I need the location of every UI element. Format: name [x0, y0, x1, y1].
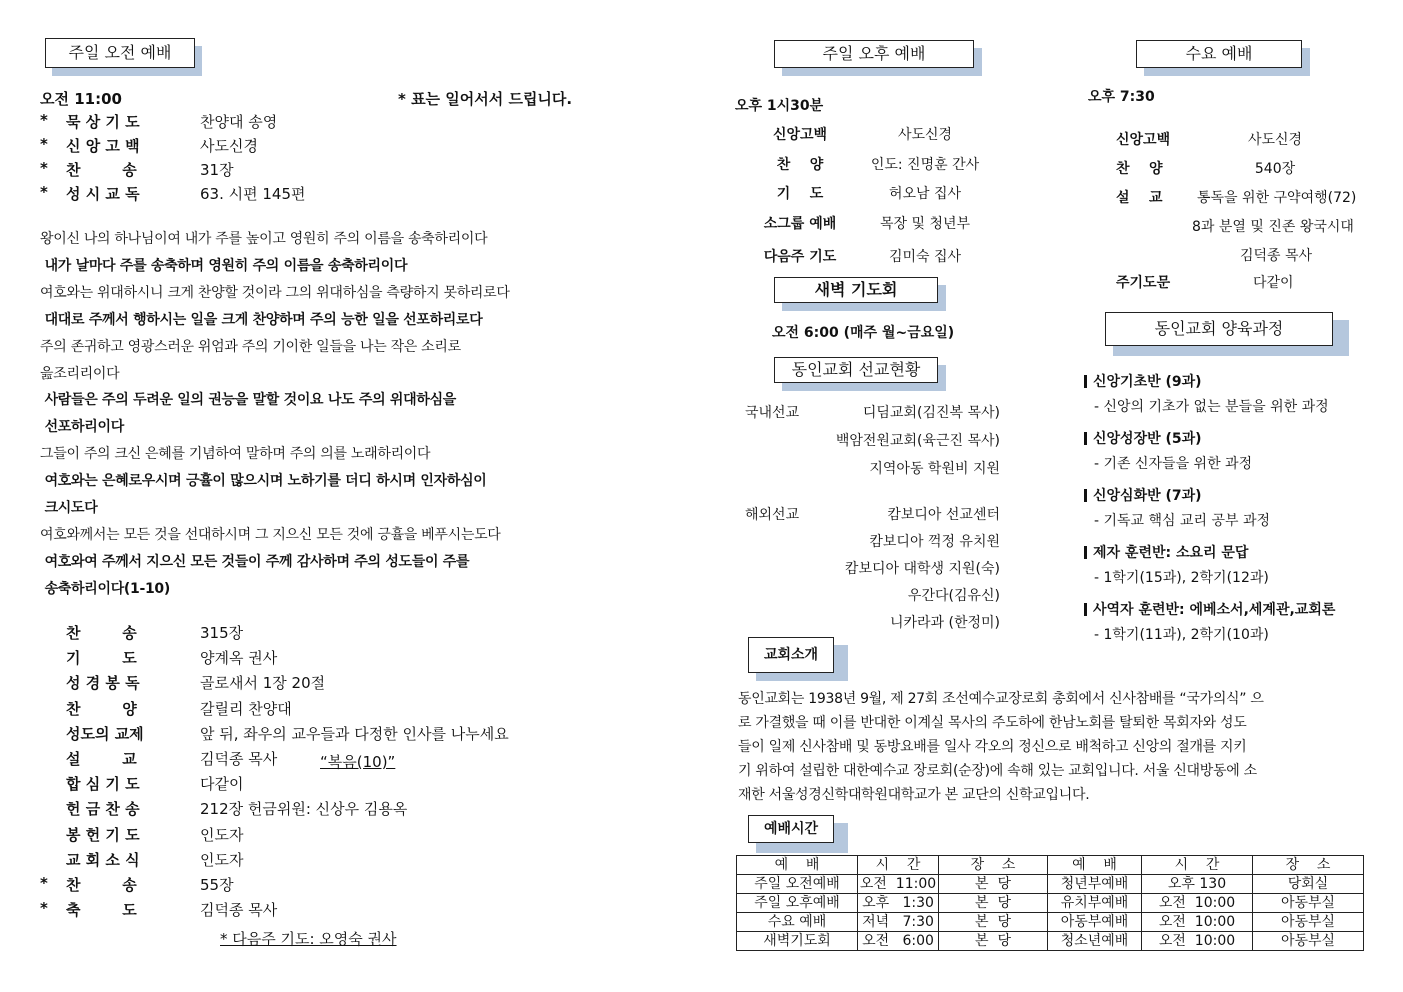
- schedule-cell: 오전 10:00: [1142, 932, 1253, 951]
- intro-line: 로 가결했을 때 이를 반대한 이계실 목사의 주도하에 한남노회를 탈퇴한 목회자와 성도: [738, 715, 1247, 731]
- order-label: 봉 헌 기 도: [66, 825, 140, 844]
- afternoon-item-value: 인도: 진명훈 간사: [870, 157, 980, 173]
- order-label: 묵 상 기 도: [66, 113, 140, 131]
- order-label: 신 앙 고 백: [66, 137, 140, 155]
- afternoon-item-label: 다음주 기도: [763, 249, 837, 265]
- order-label: 성 시 교 독: [66, 185, 140, 203]
- dawn-prayer-header: 새벽 기도회: [774, 277, 938, 303]
- schedule-row: [737, 932, 1364, 951]
- order-label: 축 도: [66, 901, 137, 920]
- order-label: 합 심 기 도: [66, 775, 140, 794]
- order-label: 찬 송: [66, 161, 137, 179]
- wednesday-preacher: 김덕종 목사: [1240, 248, 1313, 264]
- overseas-mission-item: 캄보디아 선교센터: [887, 507, 1000, 523]
- reading-line: 송축하리이다(1-10): [40, 580, 170, 597]
- order-mark: *: [40, 159, 48, 177]
- schedule-column-header: 장 소: [939, 856, 1048, 875]
- schedule-cell: 아동부실: [1253, 932, 1364, 951]
- intro-line: 들이 일제 신사참배 및 동방요배를 일사 각오의 정신으로 배척하고 신앙의 절개를 지키: [738, 739, 1247, 755]
- order-value: 김덕종 목사: [200, 901, 278, 920]
- domestic-mission-item: 디딤교회(김진복 목사): [862, 405, 1000, 421]
- schedule-column-header: 장 소: [1253, 856, 1364, 875]
- schedule-cell: 오후 1:30: [858, 894, 939, 913]
- morning-service-header: 주일 오전 예배: [45, 38, 195, 68]
- schedule-cell: 저녁 7:30: [858, 913, 939, 932]
- reading-line: 읊조리리이다: [40, 365, 120, 382]
- reading-line: 주의 존귀하고 영광스러운 위엄과 주의 기이한 일들을 나는 작은 소리로: [40, 338, 461, 355]
- schedule-cell: 새벽기도회: [737, 932, 858, 951]
- afternoon-item-value: 김미숙 집사: [888, 249, 962, 265]
- order-mark: *: [40, 899, 48, 918]
- reading-line: 여호와는 위대하시니 크게 찬양할 것이라 그의 위대하심을 측량하지 못하리로다: [40, 284, 510, 301]
- wednesday-item-value: 540장: [1254, 161, 1296, 177]
- schedule-header-row: [737, 856, 1364, 875]
- order-value: 31장: [200, 161, 234, 179]
- wednesday-sermon-line2: 8과 분열 및 진존 왕국시대: [1192, 219, 1354, 235]
- course-description: - 기존 신자들을 위한 과정: [1094, 456, 1253, 472]
- schedule-cell: 오후 130: [1142, 875, 1253, 894]
- overseas-mission-item: 캄보디아 꺽정 유치원: [869, 534, 1000, 550]
- course-marker-icon: [1084, 375, 1087, 388]
- dawn-prayer-time: 오전 6:00 (매주 월~금요일): [772, 325, 955, 341]
- reading-line: 사람들은 주의 두려운 일의 권능을 말할 것이요 나도 주의 위대하심을: [40, 392, 457, 409]
- order-value: 앞 뒤, 좌우의 교우들과 다정한 인사를 나누세요: [200, 724, 509, 743]
- schedule-header: 예배시간: [748, 815, 834, 843]
- course-marker-icon: [1084, 546, 1087, 559]
- schedule-column-header: 시 간: [1142, 856, 1253, 875]
- overseas-mission-label: 해외선교: [745, 507, 800, 523]
- wednesday-item-value: 사도신경: [1247, 132, 1303, 148]
- sermon-title: “복음(10)”: [320, 753, 396, 771]
- order-label: 찬 송: [66, 624, 137, 642]
- order-value: 인도자: [200, 825, 244, 844]
- afternoon-item-label: 소그룹 예배: [763, 216, 837, 232]
- order-label: 헌 금 찬 송: [66, 800, 140, 819]
- schedule-cell: 수요 예배: [737, 913, 858, 932]
- wednesday-closing-value: 다같이: [1253, 275, 1294, 291]
- course-title: 신앙기초반 (9과): [1093, 374, 1202, 390]
- schedule-cell: 본 당: [939, 875, 1048, 894]
- schedule-row: [737, 875, 1364, 894]
- reading-line: 여호와여 주께서 지으신 모든 것들이 주께 감사하며 주의 성도들이 주를: [40, 553, 470, 570]
- wednesday-item-value: 통독을 위한 구약여행(72): [1197, 190, 1357, 206]
- schedule-cell: 본 당: [939, 894, 1048, 913]
- order-mark: *: [40, 874, 48, 892]
- schedule-cell: 청년부예배: [1048, 875, 1142, 894]
- schedule-cell: 오전 6:00: [858, 932, 939, 951]
- afternoon-item-value: 허오남 집사: [888, 186, 962, 202]
- next-week-prayer: * 다음주 기도: 오영숙 권사: [220, 930, 397, 948]
- schedule-cell: 아동부예배: [1048, 913, 1142, 932]
- overseas-mission-item: 우간다(김유신): [907, 588, 1000, 604]
- course-description: - 1학기(11과), 2학기(10과): [1094, 627, 1269, 643]
- order-value: 다같이: [200, 775, 244, 794]
- course-description: - 1학기(15과), 2학기(12과): [1094, 570, 1269, 586]
- schedule-cell: 아동부실: [1253, 894, 1364, 913]
- course-description: - 기독교 핵심 교리 공부 과정: [1094, 513, 1271, 529]
- order-label: 찬 양: [66, 699, 137, 718]
- reading-line: 대대로 주께서 행하시는 일을 크게 찬양하며 주의 능한 일을 선포하리로다: [40, 311, 483, 328]
- training-header: 동인교회 양육과정: [1105, 312, 1333, 346]
- afternoon-item-label: 신앙고백: [772, 127, 828, 143]
- schedule-row: [737, 913, 1364, 932]
- afternoon-item-value: 사도신경: [897, 127, 953, 143]
- afternoon-item-label: 찬 양: [776, 157, 824, 173]
- overseas-mission-item: 캄보디아 대학생 지원(숙): [844, 561, 1000, 577]
- intro-line: 재한 서울성경신학대학원대학교가 본 교단의 신학교입니다.: [738, 787, 1090, 803]
- schedule-cell: 본 당: [939, 913, 1048, 932]
- reading-line: 선포하리이다: [40, 419, 124, 436]
- order-mark: *: [40, 183, 48, 201]
- wednesday-closing-label: 주기도문: [1116, 275, 1171, 291]
- course-marker-icon: [1084, 432, 1087, 445]
- schedule-cell: 본 당: [939, 932, 1048, 951]
- order-mark: *: [40, 135, 48, 153]
- order-value: 55장: [200, 876, 234, 894]
- domestic-mission-item: 백암전원교회(육근진 목사): [835, 433, 1000, 449]
- reading-line: 왕이신 나의 하나님이여 내가 주를 높이고 영원히 주의 이름을 송축하리이다: [40, 231, 488, 247]
- afternoon-item-label: 기 도: [776, 186, 824, 202]
- afternoon-service-header: 주일 오후 예배: [774, 40, 974, 68]
- wednesday-service-header: 수요 예배: [1136, 40, 1302, 68]
- schedule-column-header: 시 간: [858, 856, 939, 875]
- course-title: 신앙심화반 (7과): [1093, 488, 1202, 504]
- order-mark: *: [40, 111, 48, 129]
- order-value: 63. 시편 145편: [200, 185, 306, 203]
- order-value: 찬양대 송영: [200, 113, 278, 131]
- standing-note: * 표는 일어서서 드립니다.: [398, 90, 573, 108]
- reading-line: 여호와께서는 모든 것을 선대하시며 그 지으신 모든 것에 긍휼을 베푸시는도다: [40, 526, 501, 543]
- afternoon-item-value: 목장 및 청년부: [879, 216, 971, 232]
- order-value: 갈릴리 찬양대: [200, 699, 292, 718]
- order-value: 사도신경: [200, 137, 258, 155]
- course-title: 제자 훈련반: 소요리 문답: [1093, 545, 1249, 561]
- schedule-cell: 청소년예배: [1048, 932, 1142, 951]
- wednesday-item-label: 설 교: [1116, 190, 1163, 206]
- order-label: 교 회 소 식: [66, 850, 140, 869]
- intro-line: 기 위하여 설립한 대한예수교 장로회(순장)에 속해 있는 교회입니다. 서울 신대방동에 소: [738, 763, 1257, 779]
- wednesday-item-label: 신앙고백: [1116, 132, 1171, 148]
- schedule-column-header: 예 배: [1048, 856, 1142, 875]
- reading-line: 내가 날마다 주를 송축하며 영원히 주의 이름을 송축하리이다: [40, 257, 408, 274]
- domestic-mission-item: 지역아동 학원비 지원: [869, 461, 1000, 477]
- order-value: 인도자: [200, 850, 244, 869]
- order-label: 설 교: [66, 750, 137, 768]
- schedule-table: [736, 855, 1364, 951]
- order-label: 성도의 교제: [66, 724, 144, 743]
- order-value: 212장 헌금위원: 신상우 김용옥: [200, 800, 408, 819]
- schedule-cell: 주일 오후예배: [737, 894, 858, 913]
- afternoon-time: 오후 1시30분: [735, 98, 824, 114]
- intro-line: 동인교회는 1938년 9월, 제 27회 조선예수교장로회 총회에서 신사참배를 “국가의식” 으: [738, 691, 1264, 707]
- course-marker-icon: [1084, 489, 1087, 502]
- order-label: 성 경 봉 독: [66, 674, 140, 693]
- order-label: 찬 송: [66, 876, 137, 894]
- domestic-mission-label: 국내선교: [745, 405, 800, 421]
- overseas-mission-item: 니카라과 (한정미): [889, 615, 1000, 631]
- reading-line: 크시도다: [40, 500, 98, 516]
- schedule-cell: 오전 10:00: [1142, 913, 1253, 932]
- order-value: 김덕종 목사: [200, 750, 278, 768]
- morning-time: 오전 11:00: [40, 90, 122, 108]
- order-label: 기 도: [66, 649, 137, 668]
- order-value: 양계옥 권사: [200, 649, 278, 668]
- schedule-cell: 주일 오전예배: [737, 875, 858, 894]
- schedule-cell: 오전 10:00: [1142, 894, 1253, 913]
- schedule-cell: 당회실: [1253, 875, 1364, 894]
- schedule-cell: 오전 11:00: [858, 875, 939, 894]
- schedule-cell: 아동부실: [1253, 913, 1364, 932]
- church-intro-header: 교회소개: [748, 637, 834, 673]
- reading-line: 여호와는 은혜로우시며 긍휼이 많으시며 노하기를 더디 하시며 인자하심이: [40, 473, 487, 490]
- course-marker-icon: [1084, 603, 1087, 616]
- wednesday-time: 오후 7:30: [1088, 89, 1155, 105]
- course-description: - 신앙의 기초가 없는 분들을 위한 과정: [1094, 399, 1329, 415]
- order-value: 골로새서 1장 20절: [200, 674, 326, 693]
- mission-header: 동인교회 선교현황: [774, 357, 938, 383]
- course-title: 사역자 훈련반: 에베소서,세계관,교회론: [1093, 602, 1336, 618]
- schedule-column-header: 예 배: [737, 856, 858, 875]
- schedule-cell: 유치부예배: [1048, 894, 1142, 913]
- wednesday-item-label: 찬 양: [1116, 161, 1163, 177]
- order-value: 315장: [200, 624, 244, 642]
- course-title: 신앙성장반 (5과): [1093, 431, 1202, 447]
- reading-line: 그들이 주의 크신 은혜를 기념하여 말하며 주의 의를 노래하리이다: [40, 446, 431, 463]
- schedule-row: [737, 894, 1364, 913]
